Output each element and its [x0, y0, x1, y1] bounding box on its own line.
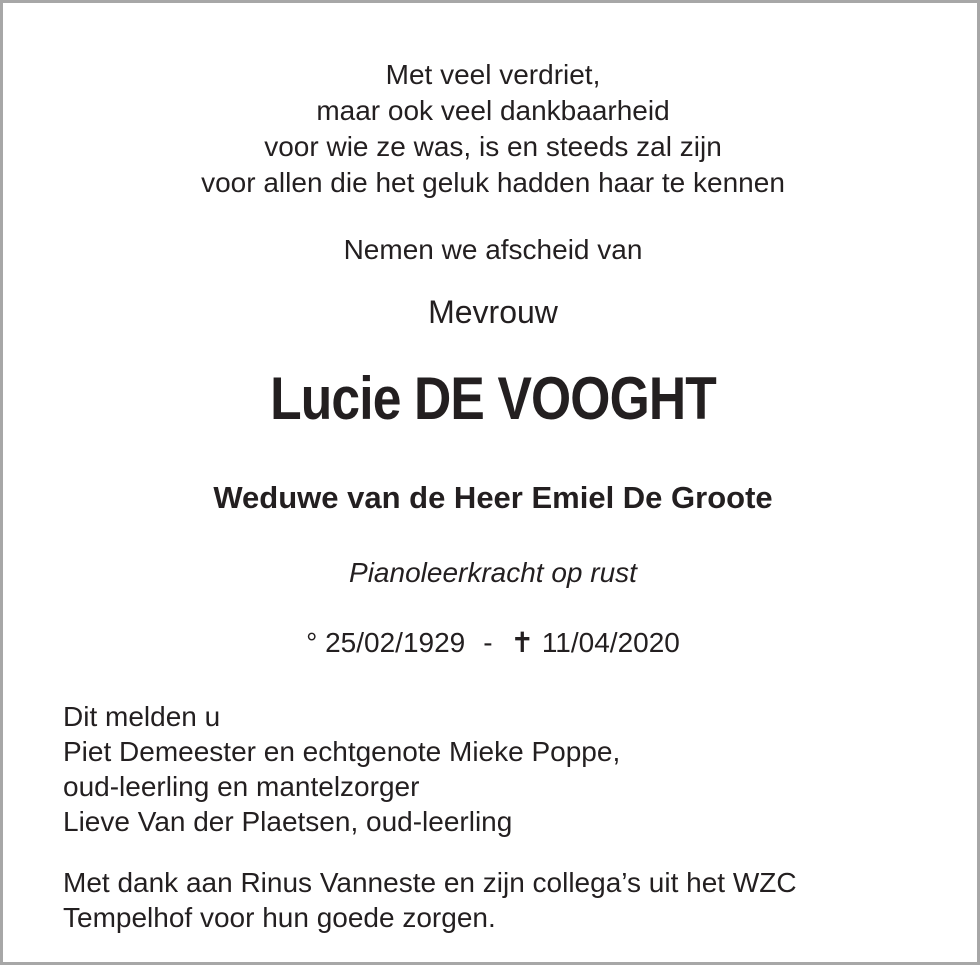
announcement-line: Dit melden u — [63, 701, 221, 732]
profession-text: Pianoleerkracht op rust — [349, 557, 637, 588]
widow-of-text: Weduwe van de Heer Emiel De Groote — [213, 480, 773, 515]
poem-line: voor allen die het geluk hadden haar te kennen — [201, 167, 785, 198]
announcement-line: Piet Demeester en echtgenote Mieke Poppe, — [63, 736, 621, 767]
thanks-line: Met dank aan Rinus Vanneste en zijn collega’s uit het WZC — [63, 867, 797, 898]
announcement-paragraph — [63, 699, 620, 839]
life-dates — [3, 629, 980, 657]
thanks-line: Tempelhof voor hun goede zorgen. — [63, 902, 496, 933]
poem-line: maar ook veel dankbaarheid — [316, 95, 670, 126]
poem-line: voor wie ze was, is en steeds zal zijn — [264, 131, 722, 162]
death-cross-icon: ✝ — [510, 627, 535, 658]
poem-line: Met veel verdriet, — [385, 59, 601, 90]
birth-date: 25/02/1929 — [325, 627, 466, 658]
honorific: Mevrouw — [428, 294, 558, 330]
farewell-text: Nemen we afscheid van — [343, 234, 643, 265]
birth-symbol: ° — [306, 627, 318, 658]
thanks-paragraph — [63, 865, 797, 935]
death-date: 11/04/2020 — [541, 627, 680, 658]
announcement-line: Lieve Van der Plaetsen, oud-leerling — [63, 806, 513, 837]
deceased-name: Lucie DE VOOGHT — [270, 365, 716, 432]
announcement-line: oud-leerling en mantelzorger — [63, 771, 420, 802]
date-separator: - — [483, 627, 493, 658]
